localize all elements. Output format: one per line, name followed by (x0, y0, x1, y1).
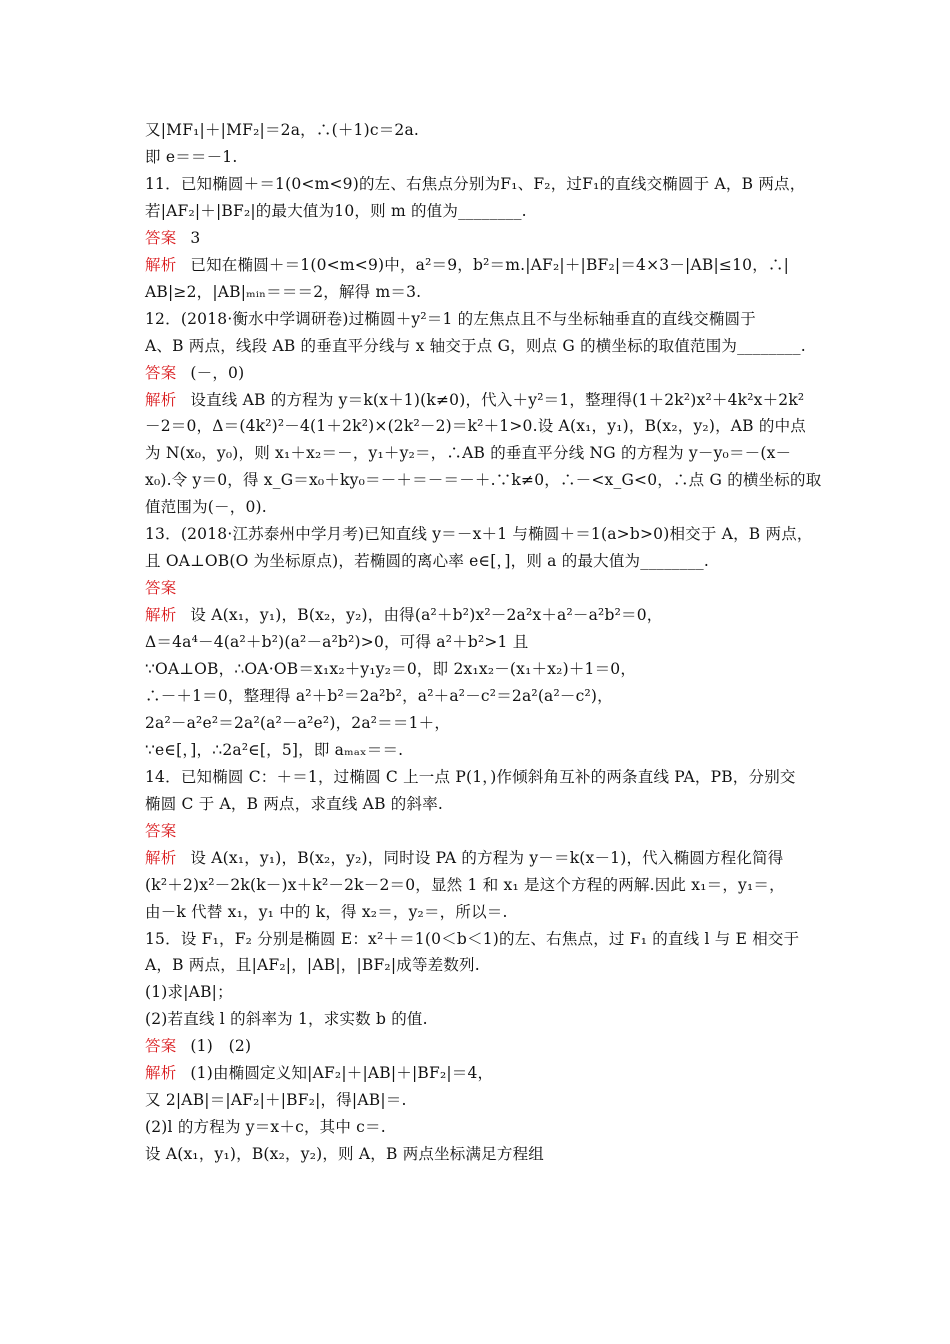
line-text: ∵e∈[，]，∴2a²∈[，5]，即 aₘₐₓ＝＝. (145, 740, 404, 759)
text-line (145, 1009, 428, 1029)
line-text: 由－k 代替 x₁，y₁ 中的 k，得 x₂＝，y₂＝，所以＝. (145, 902, 508, 921)
line-text: 3 (190, 228, 201, 247)
answer-line (145, 1036, 251, 1056)
line-text: A，B 两点，且|AF₂|，|AB|，|BF₂|成等差数列. (145, 956, 480, 975)
text-line (145, 1117, 386, 1137)
text-line (145, 713, 450, 733)
text-line (145, 201, 527, 221)
section-label: 解析 (145, 390, 177, 409)
section-label: 答案 (145, 821, 177, 840)
line-text: 设直线 AB 的方程为 y＝k(x＋1)(k≠0)，代入＋y²＝1，整理得(1＋2k²)x²＋4k²x＋2k² (190, 390, 805, 409)
text-line (145, 982, 233, 1002)
section-label: 解析 (145, 848, 177, 867)
section-label: 答案 (145, 579, 177, 598)
line-text: 11．已知椭圆＋＝1(0<m<9)的左、右焦点分别为F₁、F₂，过F₁的直线交椭圆于 A，B 两点， (145, 174, 806, 193)
section-label: 解析 (145, 255, 177, 274)
line-text: 又|MF₁|＋|MF₂|＝2a，∴(＋1)c＝2a. (145, 121, 420, 139)
line-text: 值范围为(－，0). (145, 498, 267, 517)
answer-line (145, 821, 190, 841)
line-text: x₀).令 y＝0，得 x_G＝x₀＋ky₀＝－＋＝－＝－＋.∵k≠0，∴－<x_G<0，∴点 G 的横坐标的取 (145, 471, 822, 490)
text-line (145, 336, 806, 356)
line-text: (2)若直线 l 的斜率为 1，求实数 b 的值. (145, 1010, 428, 1029)
text-line (145, 147, 238, 167)
line-text: (1)求|AB|； (145, 983, 233, 1002)
text-line (145, 470, 821, 490)
answer-line (145, 390, 804, 410)
text-line (145, 282, 421, 302)
text-line (145, 632, 528, 652)
answer-line (145, 1063, 493, 1083)
section-label: 解析 (145, 606, 177, 625)
line-text: 12．(2018·衡水中学调研卷)过椭圆＋y²＝1 的左焦点且不与坐标轴垂直的直线交椭圆于 (145, 309, 756, 328)
line-text: (－，0) (190, 363, 245, 382)
line-text: AB|≥2，|AB|ₘᵢₙ＝＝＝2，解得 m＝3. (145, 282, 422, 301)
text-line (145, 174, 805, 194)
text-line (145, 955, 480, 975)
line-text: 14．已知椭圆 C：＋＝1，过椭圆 C 上一点 P(1，)作倾斜角互补的两条直线 PA，PB，分别交 (145, 767, 796, 786)
text-line (145, 524, 813, 544)
answer-line (145, 363, 244, 383)
line-text: ∴－＋1＝0，整理得 a²＋b²＝2a²b²，a²＋a²－c²＝2a²(a²－c²)， (145, 686, 613, 705)
answer-line (145, 228, 200, 248)
section-label: 答案 (145, 363, 177, 382)
line-text: 设 A(x₁，y₁)，B(x₂，y₂)，同时设 PA 的方程为 y－＝k(x－1)，代入椭圆方程化简得 (190, 848, 784, 867)
line-text: 又 2|AB|＝|AF₂|＋|BF₂|，得|AB|＝. (145, 1091, 407, 1110)
text-line (145, 416, 806, 436)
answer-line (145, 255, 789, 275)
text-line (145, 1090, 407, 1110)
text-line (145, 686, 613, 706)
text-line (145, 443, 791, 463)
text-line (145, 875, 785, 895)
line-text: (1)由椭圆定义知|AF₂|＋|AB|＋|BF₂|＝4， (190, 1064, 494, 1083)
text-line (145, 740, 403, 760)
line-text: 设 A(x₁，y₁)，B(x₂，y₂)，则 A，B 两点坐标满足方程组 (145, 1145, 544, 1164)
line-text: 15．设 F₁，F₂ 分别是椭圆 E：x²＋＝1(0＜b＜1)的左、右焦点，过 F₁ 的直线 l 与 E 相交于 (145, 929, 800, 948)
line-text: 13．(2018·江苏泰州中学月考)已知直线 y＝－x＋1 与椭圆＋＝1(a>b>0)相交于 A，B 两点， (145, 525, 813, 544)
line-text: 设 A(x₁，y₁)，B(x₂，y₂)，由得(a²＋b²)x²－2a²x＋a²－a²b²＝0， (190, 606, 663, 625)
text-line (145, 659, 636, 679)
section-label: 解析 (145, 1064, 177, 1083)
line-text: 且 OA⊥OB(O 为坐标原点)，若椭圆的离心率 e∈[，]，则 a 的最大值为________. (145, 552, 709, 571)
section-label: 答案 (145, 228, 177, 247)
line-text: (1) (2) (190, 1037, 252, 1056)
line-text: －2＝0，Δ＝(4k²)²－4(1＋2k²)×(2k²－2)＝k²＋1>0.设 A(x₁，y₁)，B(x₂，y₂)，AB 的中点 (145, 417, 806, 436)
text-line (145, 767, 796, 787)
line-text: 若|AF₂|＋|BF₂|的最大值为10，则 m 的值为________. (145, 201, 527, 220)
line-text: (k²＋2)x²－2k(k－)x＋k²－2k－2＝0，显然 1 和 x₁ 是这个方程的两解.因此 x₁＝，y₁＝， (145, 875, 785, 894)
text-line (145, 120, 419, 140)
text-line (145, 902, 508, 922)
line-text: 椭圆 C 于 A，B 两点，求直线 AB 的斜率. (145, 794, 444, 813)
line-text: 为 N(x₀，y₀)，则 x₁＋x₂＝－，y₁＋y₂＝，∴AB 的垂直平分线 NG 的方程为 y－y₀＝－(x－ (145, 444, 792, 463)
text-line (145, 794, 443, 814)
text-line (145, 309, 756, 329)
text-line (145, 551, 709, 571)
text-line (145, 497, 267, 517)
line-text: Δ＝4a⁴－4(a²＋b²)(a²－a²b²)>0，可得 a²＋b²>1 且 (145, 633, 529, 652)
line-text: 2a²－a²e²＝2a²(a²－a²e²)，2a²＝＝1＋， (145, 713, 451, 732)
line-text: ∵OA⊥OB，∴OA·OB＝x₁x₂＋y₁y₂＝0，即 2x₁x₂－(x₁＋x₂)＋1＝0， (145, 660, 637, 678)
line-text: (2)l 的方程为 y＝x＋c，其中 c＝. (145, 1118, 386, 1137)
text-line (145, 1144, 544, 1164)
line-text: A、B 两点，线段 AB 的垂直平分线与 x 轴交于点 G，则点 G 的横坐标的取值范围为________. (145, 336, 806, 355)
line-text: 已知在椭圆＋＝1(0<m<9)中，a²＝9，b²＝m.|AF₂|＋|BF₂|＝4×3－|AB|≤10，∴| (190, 255, 790, 274)
line-text: 即 e＝＝－1. (145, 147, 238, 166)
text-line (145, 929, 799, 949)
answer-line (145, 578, 190, 598)
section-label: 答案 (145, 1037, 177, 1056)
answer-line (145, 848, 784, 868)
answer-line (145, 605, 662, 625)
